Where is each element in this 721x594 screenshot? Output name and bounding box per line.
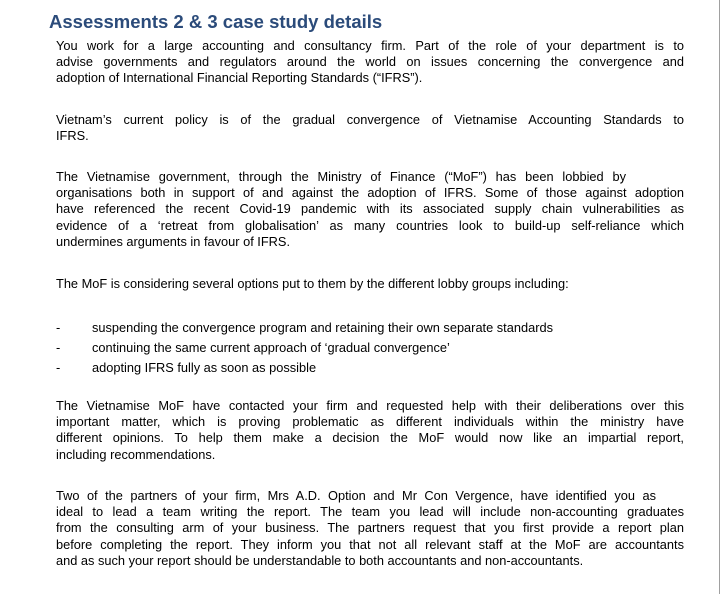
paragraph-line: adoption of International Financial Reporting Standards (“IFRS”).: [56, 70, 423, 86]
paragraph-line: The Vietnamise government, through the Ministry of Finance (“MoF”) has been lobbied by: [56, 169, 626, 184]
paragraph-line: before completing the report. They inform you that not all relevant staff at the MoF are accountants: [56, 536, 684, 552]
paragraph-line: The Vietnamise MoF have contacted your firm and requested help with their deliberations over this: [56, 398, 684, 413]
dash-bullet: -: [56, 360, 61, 375]
paragraph-line: ideal to lead a team writing the report. The team you lead will include non-accounting graduates: [56, 504, 684, 520]
dash-bullet: -: [56, 320, 61, 335]
paragraph-line: Vietnam’s current policy is of the gradual convergence of Vietnamise Accounting Standards to: [56, 112, 684, 127]
paragraph-line: advise governments and regulators around the world on issues concerning the convergence and: [56, 54, 684, 70]
paragraph-line: evidence of a ‘retreat from globalisation’ as many countries look to build-up self-reliance which: [56, 217, 684, 233]
intro-paragraph: [56, 38, 684, 87]
paragraph-line: The MoF is considering several options put to them by the different lobby groups including:: [56, 276, 569, 291]
paragraph-line: undermines arguments in favour of IFRS.: [56, 233, 291, 249]
dash-bullet: -: [56, 340, 61, 355]
paragraph-line: different opinions. To help them make a decision the MoF would now like an impartial report,: [56, 430, 684, 446]
document-title: Assessments 2 & 3 case study details: [49, 11, 383, 32]
paragraph-line: Two of the partners of your firm, Mrs A.D. Option and Mr Con Vergence, have identified you as: [56, 488, 656, 503]
paragraph-line: You work for a large accounting and consultancy firm. Part of the role of your department is to: [56, 38, 684, 53]
option-text: adopting IFRS fully as soon as possible: [92, 360, 317, 375]
page-edge-rule: [719, 0, 720, 594]
lobbying-paragraph: [56, 169, 684, 250]
paragraph-line: have referenced the recent Covid-19 pandemic with its associated supply chain vulnerabilities as: [56, 201, 684, 217]
option-text: suspending the convergence program and retaining their own separate standards: [92, 320, 553, 335]
request-paragraph: [56, 398, 684, 463]
paragraph-line: organisations both in support of and against the adoption of IFRS. Some of those against adoption: [56, 185, 684, 201]
paragraph-line: from the consulting arm of your business. The partners request that you first provide a report plan: [56, 520, 684, 536]
paragraph-line: and as such your report should be understandable to both accountants and non-accountants.: [56, 552, 584, 568]
paragraph-line: including recommendations.: [56, 446, 216, 462]
policy-paragraph: [56, 112, 684, 144]
partners-paragraph: [56, 488, 684, 569]
paragraph-line: IFRS.: [56, 128, 89, 144]
paragraph-line: important matter, which is proving problematic as different individuals within the ministry have: [56, 414, 684, 430]
option-text: continuing the same current approach of ‘gradual convergence’: [92, 340, 450, 355]
options-intro-paragraph: [56, 276, 684, 292]
